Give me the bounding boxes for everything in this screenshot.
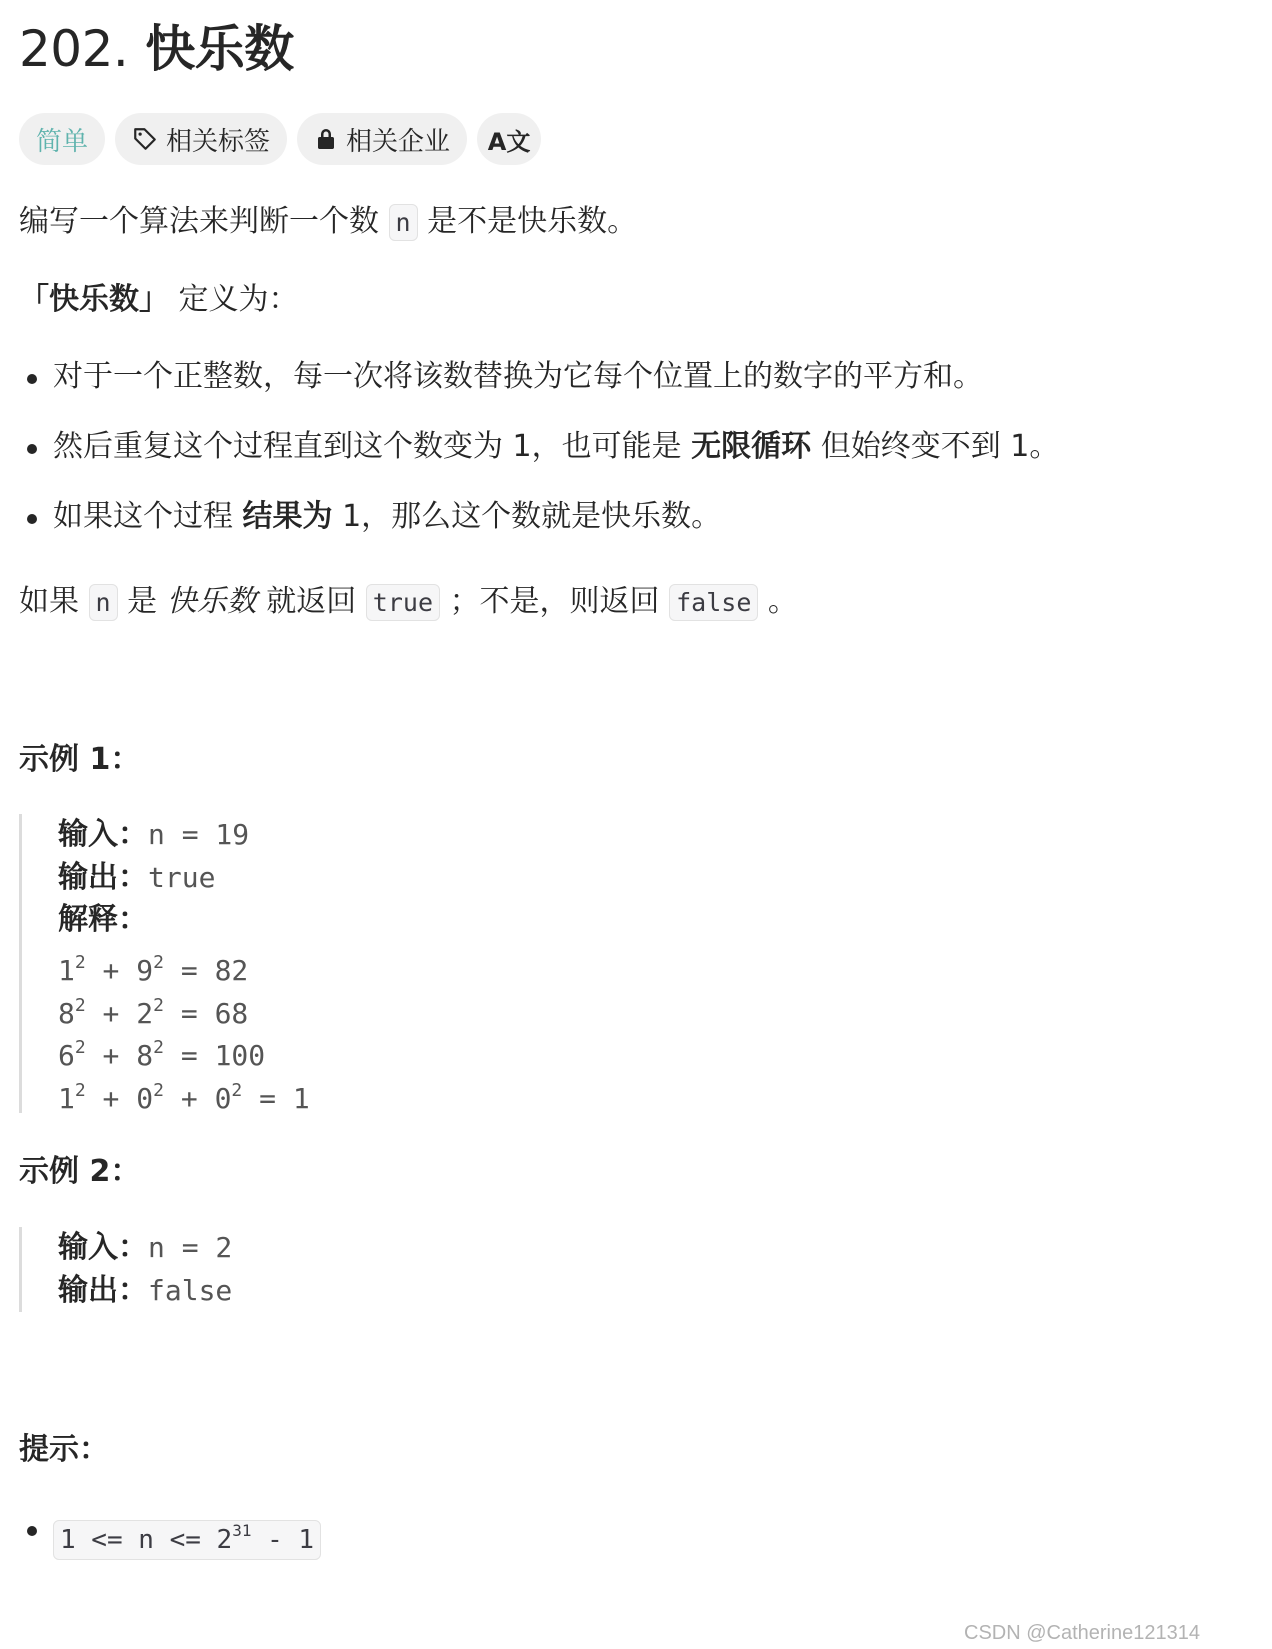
output-label: 输出： [58, 859, 148, 895]
step-exponent: 2 [153, 1037, 164, 1059]
input-value: n = 19 [148, 818, 250, 851]
example-output-line [58, 1270, 719, 1313]
step-exponent: 2 [153, 952, 164, 974]
example-2-block [19, 1227, 719, 1312]
step-digit: 8 [136, 1039, 154, 1073]
list-item [19, 355, 1059, 425]
translate-icon: A文 [487, 127, 531, 156]
step-exponent: 2 [231, 1080, 243, 1102]
example-1-block [19, 814, 719, 1116]
step-result: 100 [214, 1039, 266, 1073]
step-exponent: 2 [153, 994, 164, 1016]
step-exponent: 2 [74, 952, 86, 974]
input-label: 输入： [58, 1230, 148, 1265]
input-value: n = 2 [148, 1231, 233, 1264]
explain-step: $1^2 + 9^2 = 82$ [58, 952, 249, 988]
list-item-text: 1，那么这个数就是快乐数。 [332, 499, 722, 534]
explain-step: $6^2 + 8^2 = 100$ [58, 1037, 266, 1073]
step-exponent: 2 [153, 1080, 164, 1102]
list-item-text: 如果这个过程 [53, 499, 243, 534]
step-result: 1 [292, 1082, 310, 1116]
step-exponent: 2 [74, 1037, 86, 1059]
problem-number: 202. [19, 20, 129, 78]
list-item-bold: 结果为 [242, 499, 333, 534]
explain-step: $8^2 + 2^2 = 68$ [58, 994, 249, 1030]
step-exponent: 2 [74, 994, 86, 1016]
step-result: 68 [214, 996, 249, 1030]
constraint-tail: - 1 [251, 1525, 315, 1555]
definition-list [19, 355, 1059, 565]
output-value: false [148, 1273, 233, 1307]
return-text: 是 [127, 584, 158, 619]
step-digit: 2 [136, 996, 154, 1030]
output-value: true [148, 860, 216, 894]
inline-code-false: false [669, 584, 758, 621]
list-item [19, 495, 1059, 565]
return-paragraph [19, 580, 798, 625]
tag-bar [19, 113, 541, 165]
explain-label: 解释： [58, 902, 148, 938]
related-companies-button[interactable] [297, 113, 467, 165]
example-1-heading: 示例 1： [19, 742, 141, 777]
return-text: 。 [767, 584, 798, 619]
list-item-text: 对于一个正整数，每一次将该数替换为它每个位置上的数字的平方和。 [53, 359, 983, 394]
explain-step: $1^2 + 0^2 + 0^2 = 1$ [58, 1080, 310, 1116]
step-digit: 9 [136, 954, 154, 988]
step-digit: 0 [214, 1082, 232, 1116]
related-tags-button[interactable] [115, 113, 287, 165]
intro-paragraph [19, 200, 637, 245]
constraint-exponent: 31 [232, 1521, 252, 1540]
return-text: 如果 [19, 584, 79, 619]
tag-icon [132, 126, 158, 152]
translate-button[interactable] [477, 113, 541, 165]
step-digit: 0 [136, 1082, 154, 1116]
step-exponent: 2 [74, 1080, 86, 1102]
return-emphasis: 快乐数 [166, 584, 257, 619]
constraint-base: 1 <= n <= 2 [60, 1525, 233, 1555]
definition-term: 「快乐数」 [19, 282, 169, 317]
difficulty-badge[interactable]: 简单 [19, 113, 105, 165]
inline-code-n: n [89, 584, 118, 621]
return-text: 就返回 [266, 584, 357, 619]
inline-code-n: n [389, 204, 418, 241]
example-input-line [58, 814, 719, 857]
return-text: ；不是，则返回 [449, 584, 660, 619]
constraint-code [53, 1520, 321, 1560]
watermark: CSDN @Catherine121314 [964, 1622, 1200, 1644]
step-digit: 8 [58, 996, 75, 1030]
hints-heading: 提示： [19, 1432, 109, 1467]
step-result: 82 [214, 954, 249, 988]
example-output-line [58, 857, 719, 900]
output-label: 输出： [58, 1272, 148, 1308]
step-digit: 1 [58, 954, 75, 988]
list-item [19, 425, 1059, 495]
list-item-bold: 无限循环 [691, 429, 812, 464]
lock-icon [314, 126, 338, 152]
definition-text: 定义为： [178, 282, 299, 317]
list-item-text: 但始终变不到 1。 [811, 429, 1060, 464]
related-companies-label: 相关企业 [346, 126, 451, 157]
related-tags-label: 相关标签 [166, 126, 271, 157]
problem-title [19, 14, 294, 84]
step-digit: 6 [58, 1039, 75, 1073]
intro-text: 编写一个算法来判断一个数 [19, 204, 379, 239]
inline-code-true: true [366, 584, 440, 621]
example-input-line [58, 1227, 719, 1270]
input-label: 输入： [58, 817, 148, 852]
step-digit: 1 [58, 1082, 75, 1116]
intro-text-end: 是不是快乐数。 [427, 204, 638, 239]
definition-paragraph [19, 278, 299, 322]
problem-name: 快乐数 [145, 20, 294, 78]
constraint-item [19, 1509, 321, 1562]
list-item-text: 然后重复这个过程直到这个数变为 1，也可能是 [53, 429, 692, 464]
example-explain-line [58, 899, 719, 942]
example-2-heading: 示例 2： [19, 1154, 141, 1189]
